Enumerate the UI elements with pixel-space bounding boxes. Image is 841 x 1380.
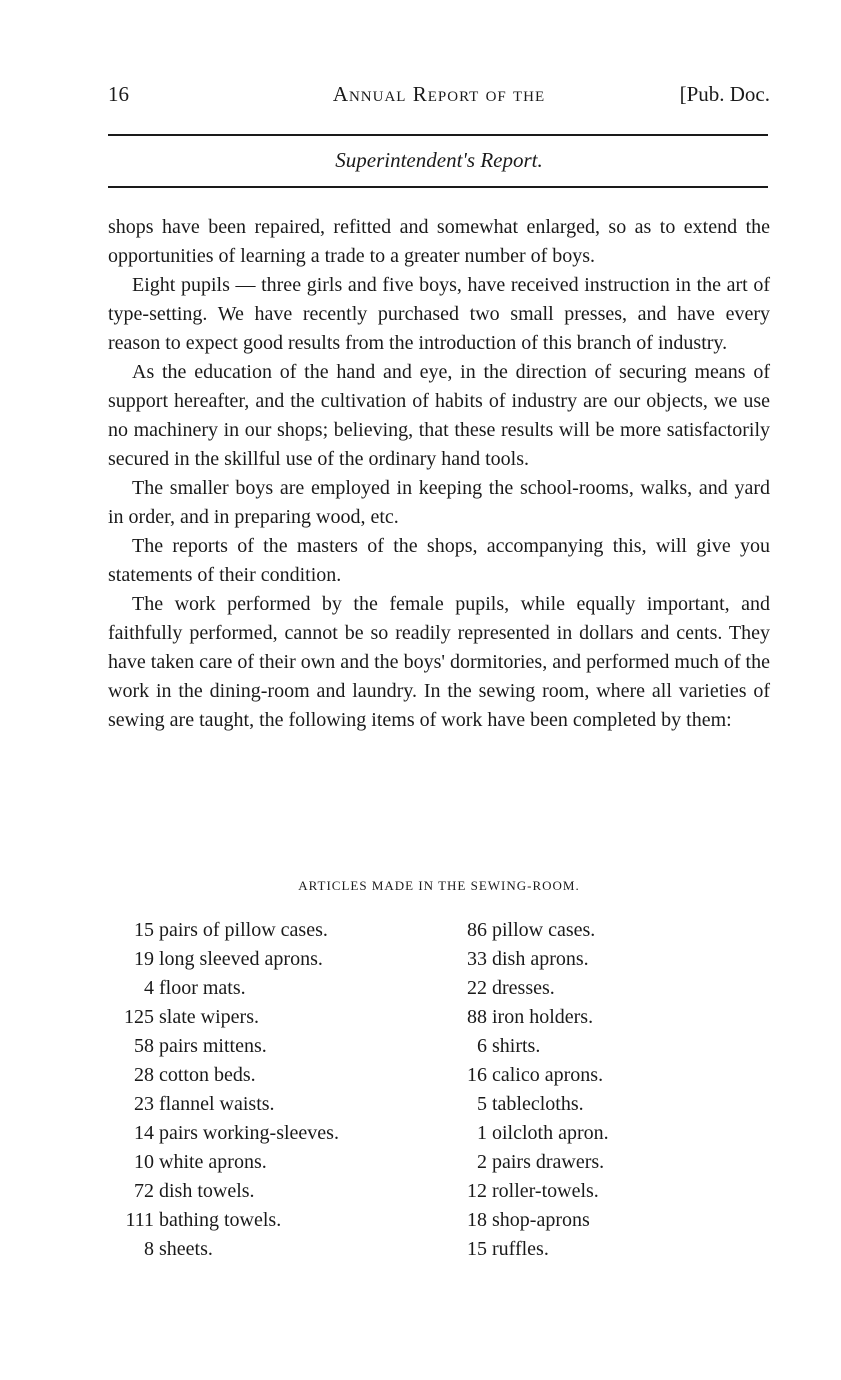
articles-list-heading: ARTICLES MADE IN THE SEWING-ROOM.	[298, 878, 580, 893]
article-quantity: 8	[144, 1238, 154, 1260]
article-quantity: 12	[467, 1180, 487, 1202]
article-item	[445, 1090, 609, 1119]
article-description: bathing towels.	[159, 1209, 282, 1231]
article-quantity: 10	[134, 1151, 154, 1173]
article-item	[112, 1032, 339, 1061]
section-subtitle: Superintendent's Report.	[335, 148, 543, 172]
article-quantity: 72	[134, 1180, 154, 1202]
article-quantity: 2	[477, 1151, 487, 1173]
article-quantity: 18	[467, 1209, 487, 1231]
article-item	[445, 974, 609, 1003]
document-reference: [Pub. Doc.	[679, 82, 770, 106]
article-description: shirts.	[492, 1035, 541, 1057]
article-item	[112, 1061, 339, 1090]
articles-list-left	[112, 916, 339, 1264]
article-description: iron holders.	[492, 1006, 594, 1028]
article-quantity: 14	[134, 1122, 154, 1144]
article-item	[112, 1003, 339, 1032]
article-item	[445, 1148, 609, 1177]
article-description: long sleeved aprons.	[159, 948, 323, 970]
article-quantity: 15	[134, 919, 154, 941]
article-quantity: 58	[134, 1035, 154, 1057]
article-item	[112, 1148, 339, 1177]
article-item	[112, 1090, 339, 1119]
article-description: roller-towels.	[492, 1180, 599, 1202]
article-quantity: 22	[467, 977, 487, 999]
article-item	[445, 916, 609, 945]
article-description: flannel waists.	[159, 1093, 275, 1115]
article-item	[445, 1177, 609, 1206]
header-rule-bottom	[108, 186, 768, 188]
article-description: tablecloths.	[492, 1093, 584, 1115]
article-description: cotton beds.	[159, 1064, 256, 1086]
article-item	[445, 1003, 609, 1032]
article-description: oilcloth apron.	[492, 1122, 609, 1144]
article-item	[112, 945, 339, 974]
header-rule-top	[108, 134, 768, 136]
paragraph: shops have been repaired, refitted and somewhat enlarged, so as to extend the opportunities of learning a trade to a greater number of boys.	[108, 216, 770, 267]
article-item	[112, 1206, 339, 1235]
article-description: dish aprons.	[492, 948, 589, 970]
article-quantity: 125	[124, 1006, 154, 1028]
paragraph: The work performed by the female pupils, while equally important, and faithfully performed, cannot be so readily represented in dollars and cents. They have taken care of their own and the boys' dormitories, and performed much of the work in the dining-room and laundry. In the sewing room, where all varieties of sewing are taught, the following items of work have been completed by them:	[108, 593, 770, 731]
article-quantity: 86	[467, 919, 487, 941]
article-description: pairs of pillow cases.	[159, 919, 328, 941]
article-quantity: 23	[134, 1093, 154, 1115]
article-quantity: 16	[467, 1064, 487, 1086]
article-description: sheets.	[159, 1238, 213, 1260]
article-quantity: 28	[134, 1064, 154, 1086]
article-quantity: 1	[477, 1122, 487, 1144]
article-description: calico aprons.	[492, 1064, 604, 1086]
article-description: pairs mittens.	[159, 1035, 267, 1057]
article-quantity: 33	[467, 948, 487, 970]
article-description: white aprons.	[159, 1151, 267, 1173]
article-quantity: 5	[477, 1093, 487, 1115]
article-quantity: 4	[144, 977, 154, 999]
article-quantity: 15	[467, 1238, 487, 1260]
article-item	[112, 1235, 339, 1264]
article-quantity: 19	[134, 948, 154, 970]
running-title: Annual Report of the	[332, 82, 546, 106]
article-description: shop-aprons	[492, 1209, 590, 1231]
article-quantity: 88	[467, 1006, 487, 1028]
paragraph: As the education of the hand and eye, in the direction of securing means of support hereafter, and the cultivation of habits of industry are our objects, we use no machinery in our shops; believing, that these results will be more satisfactorily secured in the skillful use of the ordinary hand tools.	[108, 361, 770, 470]
article-item	[445, 1032, 609, 1061]
article-description: slate wipers.	[159, 1006, 259, 1028]
paragraph: The reports of the masters of the shops, accompanying this, will give you statements of their condition.	[108, 535, 770, 586]
paragraph: The smaller boys are employed in keeping the school-rooms, walks, and yard in order, and in preparing wood, etc.	[108, 477, 770, 528]
article-quantity: 111	[125, 1209, 154, 1231]
article-description: pillow cases.	[492, 919, 596, 941]
article-item	[112, 974, 339, 1003]
article-item	[445, 1119, 609, 1148]
article-description: pairs drawers.	[492, 1151, 605, 1173]
page-number: 16	[108, 82, 129, 106]
article-item	[112, 1177, 339, 1206]
article-description: dresses.	[492, 977, 555, 999]
article-item	[445, 1235, 609, 1264]
article-item	[112, 1119, 339, 1148]
articles-list-right	[445, 916, 609, 1264]
article-item	[445, 1206, 609, 1235]
article-item	[445, 1061, 609, 1090]
article-description: floor mats.	[159, 977, 246, 999]
article-description: pairs working-sleeves.	[159, 1122, 339, 1144]
article-item	[112, 916, 339, 945]
body-text	[108, 213, 770, 735]
page-header	[108, 82, 770, 112]
article-description: dish towels.	[159, 1180, 255, 1202]
paragraph: Eight pupils — three girls and five boys, have received instruction in the art of type-setting. We have recently purchased two small presses, and have every reason to expect good results from the introduction of this branch of industry.	[108, 274, 770, 354]
article-item	[445, 945, 609, 974]
article-quantity: 6	[477, 1035, 487, 1057]
article-description: ruffles.	[492, 1238, 549, 1260]
